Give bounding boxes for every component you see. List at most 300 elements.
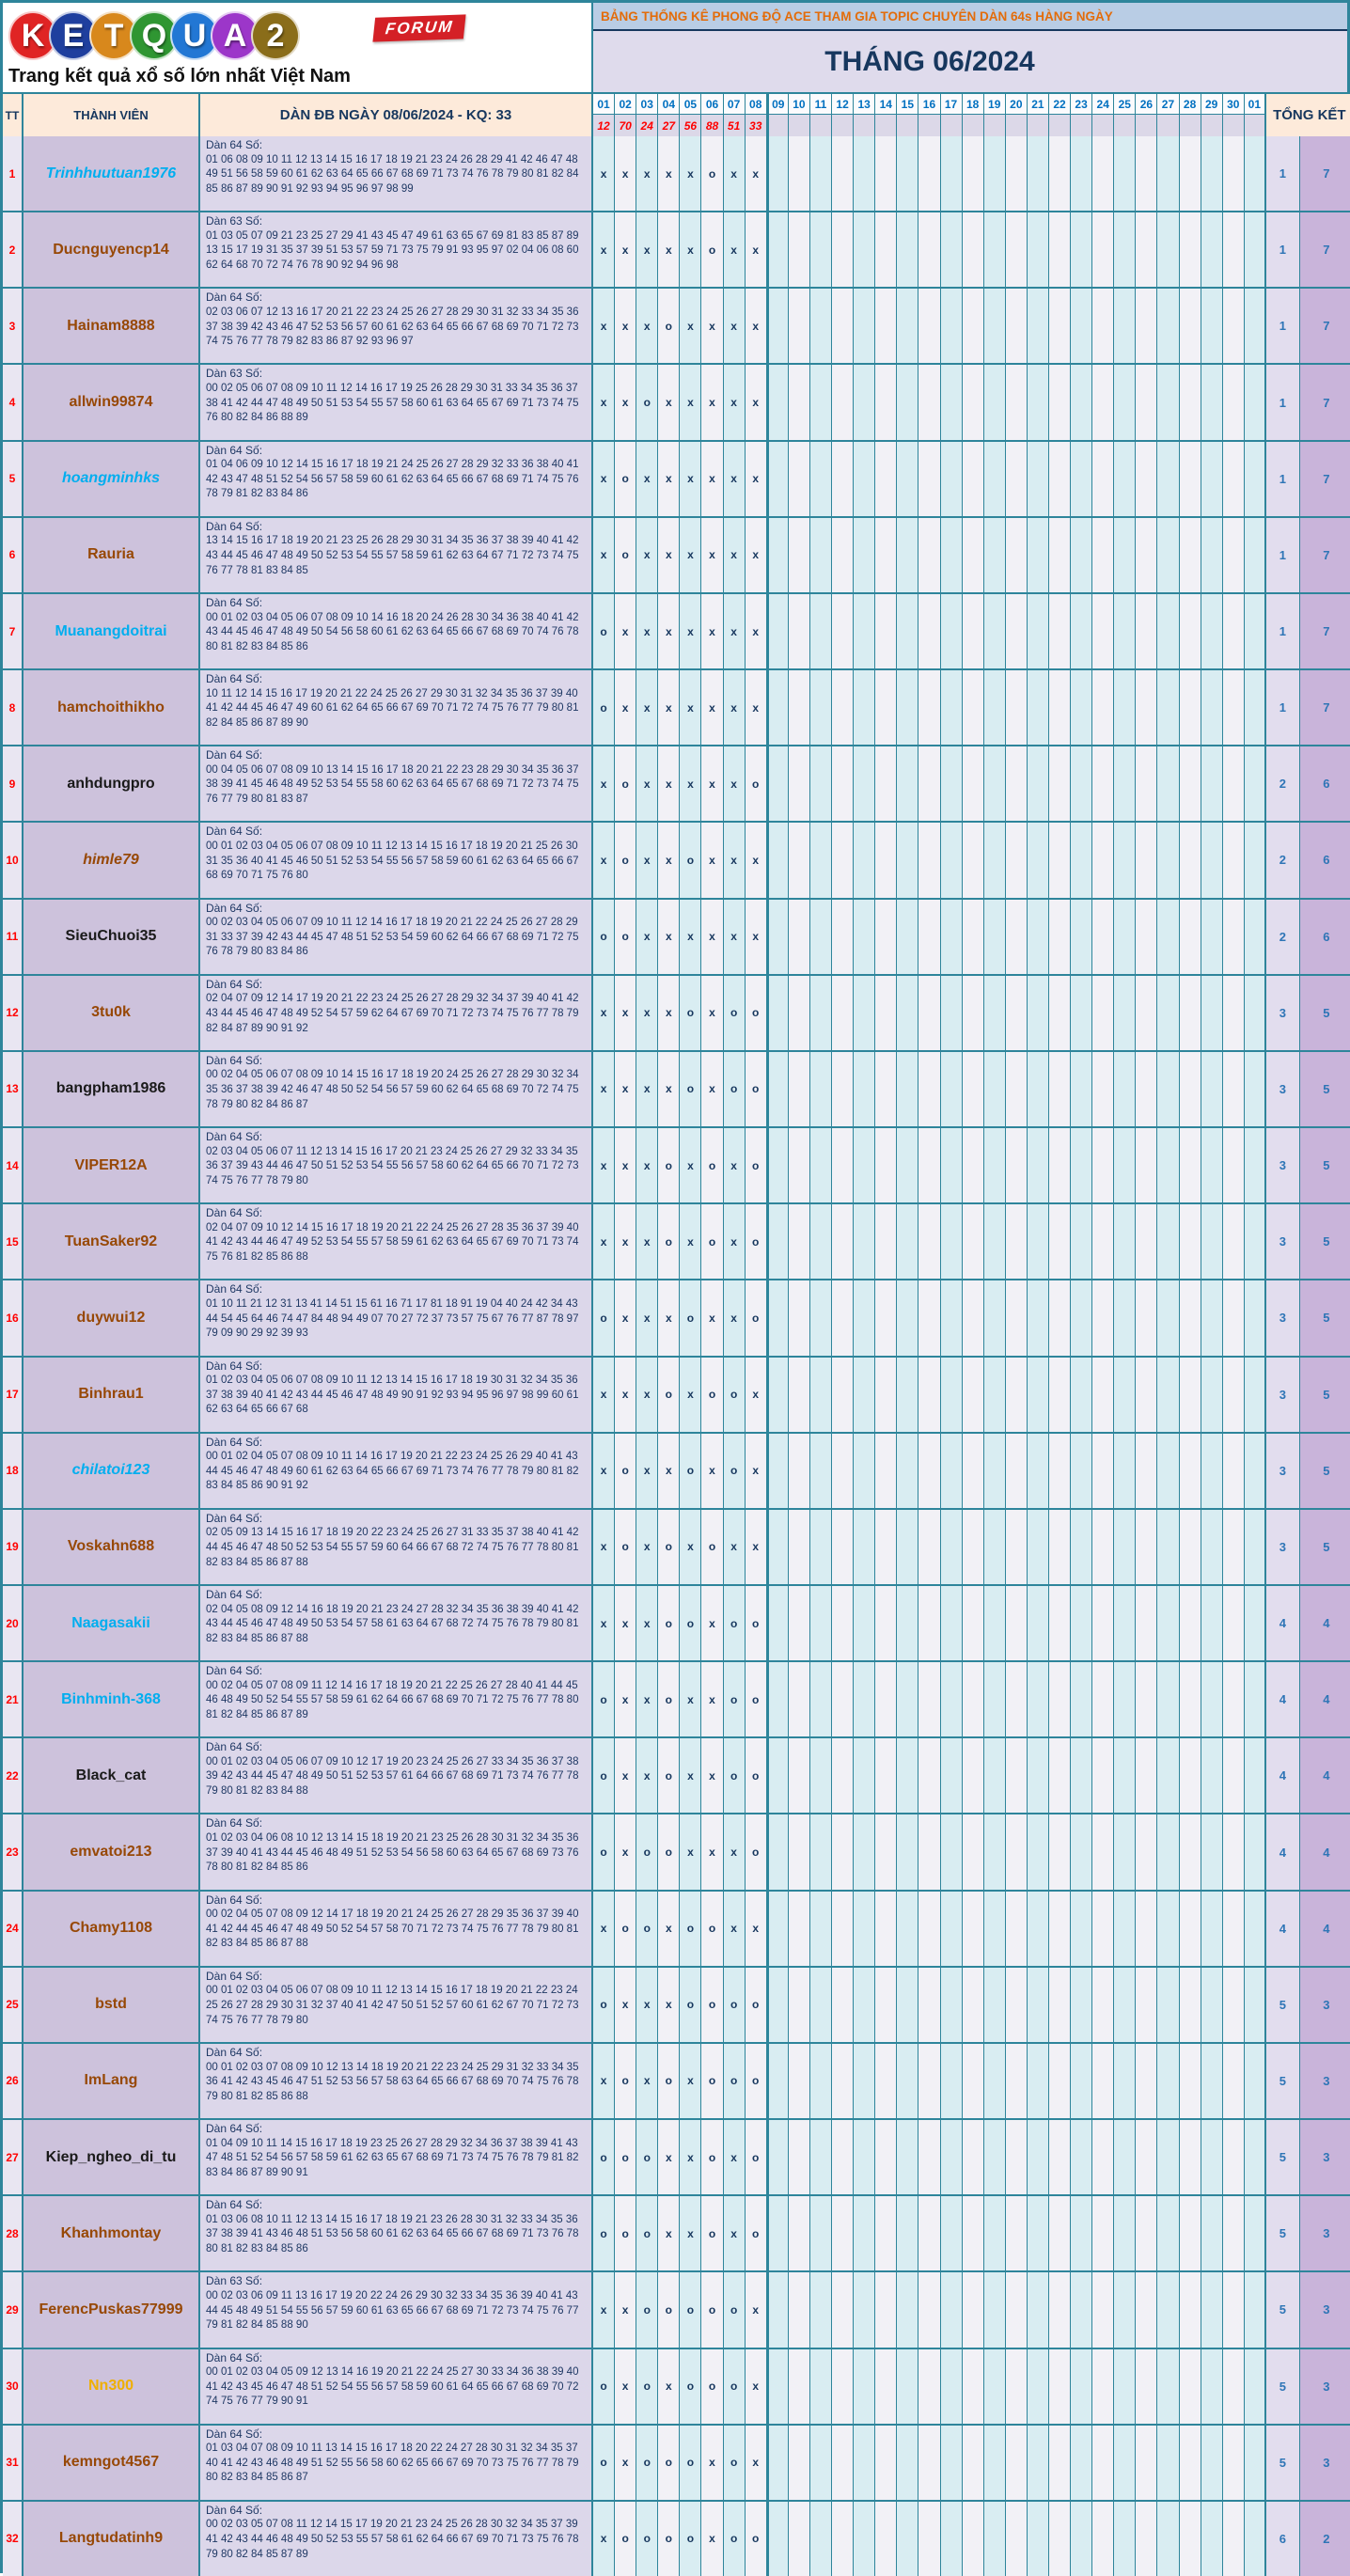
member-name[interactable]: allwin99874	[69, 394, 153, 411]
day-mark-cell	[1180, 2349, 1201, 2424]
day-header	[615, 94, 636, 136]
day-mark-cell	[789, 365, 810, 439]
dan-cell	[200, 900, 593, 974]
day-mark-cell	[918, 1052, 940, 1126]
member-name[interactable]: Ducnguyencp14	[53, 241, 169, 258]
day-mark-cell	[854, 976, 875, 1050]
member-cell	[24, 1968, 200, 2042]
day-mark-cell	[918, 518, 940, 592]
total-miss-cell: 5	[1266, 2349, 1300, 2424]
dan-numbers: 01 04 06 09 10 12 14 15 16 17 18 19 21 24 25 26 27 28 29 32 33 36 38 40 41 42 43 47 48 51 52 54 56 57 58 59 60 61 62 63 64 65 66 67 68 69 71 74 75 76 78 79 81 82 83 84 86	[206, 459, 579, 500]
day-mark-cell: x	[680, 670, 701, 745]
day-mark-cell	[1006, 1586, 1028, 1660]
day-mark-cell	[897, 1510, 918, 1584]
day-mark-cell	[1180, 823, 1201, 897]
total-hit-cell: 3	[1300, 1968, 1350, 2042]
day-mark-cell	[897, 1968, 918, 2042]
day-mark-cell	[875, 365, 897, 439]
day-mark-cell	[1006, 136, 1028, 211]
day-mark-cell: o	[746, 2196, 767, 2270]
dan-numbers: 00 02 04 05 07 08 09 12 14 17 18 19 20 21 24 25 26 27 28 29 35 36 37 39 40 41 42 44 45 46 47 48 49 50 52 54 57 58 70 71 72 73 74 75 76 77 78 79 80 81 82 83 84 85 86 87 88	[206, 1908, 579, 1950]
day-mark-cell	[789, 1662, 810, 1736]
day-mark-cell	[918, 1586, 940, 1660]
day-mark-cell: x	[615, 1358, 636, 1432]
member-row	[3, 2118, 1347, 2194]
day-mark-cell	[897, 365, 918, 439]
day-mark-cell	[1071, 670, 1092, 745]
day-mark-cell	[1049, 1892, 1071, 1966]
member-name[interactable]: Trinhhuutuan1976	[45, 165, 177, 181]
day-mark-cell: o	[658, 1204, 680, 1279]
dan-label: Dàn 64 Số:	[206, 1664, 263, 1678]
day-mark-cell	[832, 2349, 854, 2424]
day-mark-cell	[1136, 2120, 1157, 2194]
day-number: 28	[1180, 94, 1201, 115]
day-mark-cell	[1071, 2044, 1092, 2118]
row-index: 19	[3, 1510, 24, 1584]
day-mark-cell	[1049, 2044, 1071, 2118]
day-mark-cell	[854, 900, 875, 974]
member-name[interactable]: Rauria	[87, 546, 134, 563]
member-name[interactable]: bangpham1986	[55, 1080, 166, 1097]
day-mark-cell: o	[593, 1280, 615, 1355]
day-mark-cell	[1092, 518, 1114, 592]
ketqua2-logo[interactable]	[3, 3, 593, 92]
day-mark-cell	[1136, 1052, 1157, 1126]
day-mark-cell	[941, 976, 963, 1050]
member-name[interactable]: Langtudatinh9	[58, 2530, 164, 2547]
day-mark-cell	[789, 2120, 810, 2194]
day-mark-cell	[984, 2196, 1006, 2270]
day-mark-cell	[1201, 1968, 1223, 2042]
day-mark-cell: o	[593, 2120, 615, 2194]
day-mark-cell	[1180, 670, 1201, 745]
day-mark-cell	[918, 365, 940, 439]
member-cell	[24, 136, 200, 211]
day-mark-cell	[1201, 746, 1223, 821]
day-mark-cell	[789, 2272, 810, 2347]
day-mark-cell	[1180, 900, 1201, 974]
member-row	[3, 1050, 1347, 1126]
day-mark-cell	[897, 1662, 918, 1736]
member-name[interactable]: hoangminhks	[61, 470, 160, 487]
member-row	[3, 1508, 1347, 1584]
day-mark-cell: o	[701, 2196, 723, 2270]
member-name[interactable]: Naagasakii	[71, 1614, 150, 1631]
day-result	[1092, 115, 1113, 136]
day-mark-cell	[789, 2502, 810, 2576]
day-mark-cell	[1114, 1052, 1136, 1126]
day-mark-cell	[1180, 1662, 1201, 1736]
member-name[interactable]: Nn300	[87, 2378, 134, 2395]
day-mark-cell	[875, 1204, 897, 1279]
day-mark-cell	[941, 1434, 963, 1508]
day-mark-cell: x	[615, 2349, 636, 2424]
day-mark-cell: x	[658, 136, 680, 211]
day-mark-cell	[1049, 1586, 1071, 1660]
day-mark-cell	[1006, 670, 1028, 745]
day-mark-cell	[1114, 289, 1136, 363]
day-mark-cell: o	[701, 1204, 723, 1279]
day-mark-cell	[767, 2426, 789, 2500]
day-mark-cell: x	[658, 1280, 680, 1355]
dan-label: Dàn 64 Số:	[206, 519, 263, 533]
day-mark-cell	[875, 670, 897, 745]
day-mark-cell	[1114, 2349, 1136, 2424]
day-mark-cell	[875, 1510, 897, 1584]
member-name[interactable]: hamchoithikho	[57, 699, 165, 715]
day-mark-cell	[1049, 1052, 1071, 1126]
day-mark-cell: x	[658, 365, 680, 439]
total-miss-cell: 4	[1266, 1814, 1300, 1889]
day-mark-cell	[1245, 2502, 1266, 2576]
day-mark-cell	[963, 1128, 984, 1202]
day-number: 19	[984, 94, 1005, 115]
member-name[interactable]: Voskahn688	[67, 1538, 155, 1555]
day-mark-cell	[984, 212, 1006, 287]
total-hit-cell: 7	[1300, 518, 1350, 592]
day-mark-cell	[1201, 1586, 1223, 1660]
day-mark-cell	[941, 2044, 963, 2118]
day-mark-cell: x	[593, 518, 615, 592]
day-header	[875, 94, 897, 136]
day-mark-cell: x	[593, 212, 615, 287]
day-mark-cell	[810, 518, 832, 592]
total-hit-cell: 6	[1300, 823, 1350, 897]
day-mark-cell	[1223, 1434, 1245, 1508]
member-name[interactable]: TuanSaker92	[64, 1233, 158, 1249]
day-mark-cell: x	[701, 594, 723, 668]
day-mark-cell	[1049, 1662, 1071, 1736]
member-name[interactable]: Binhrau1	[78, 1386, 144, 1403]
day-mark-cell: x	[701, 1280, 723, 1355]
day-mark-cell	[1136, 2044, 1157, 2118]
member-row	[3, 974, 1347, 1050]
member-cell	[24, 365, 200, 439]
dan-numbers: 01 03 06 08 10 11 12 13 14 15 16 17 18 19 21 23 26 28 30 31 32 33 34 35 36 37 38 39 41 43 46 48 51 53 56 58 60 61 62 63 64 65 66 67 68 69 71 73 76 78 80 81 82 83 84 85 86	[206, 2213, 579, 2254]
total-miss-cell: 5	[1266, 2196, 1300, 2270]
day-mark-cell: x	[636, 823, 658, 897]
day-mark-cell: x	[615, 1968, 636, 2042]
member-name[interactable]: duywui12	[76, 1309, 146, 1326]
day-mark-cell	[1092, 1434, 1114, 1508]
day-mark-cell: x	[636, 1510, 658, 1584]
member-name[interactable]: anhdungpro	[67, 775, 155, 792]
day-mark-cell	[1006, 1814, 1028, 1889]
day-mark-cell	[963, 442, 984, 516]
day-mark-cell: x	[615, 1814, 636, 1889]
day-mark-cell: o	[615, 442, 636, 516]
day-mark-cell	[941, 1814, 963, 1889]
day-mark-cell: x	[680, 442, 701, 516]
dan-numbers: 01 02 03 04 05 06 07 08 09 10 11 12 13 14 15 16 17 18 19 30 31 32 34 35 36 37 38 39 40 41 42 43 44 45 46 47 48 49 90 91 92 93 94 95 96 97 98 99 60 61 62 63 64 65 66 67 68	[206, 1374, 579, 1416]
day-mark-cell	[1028, 518, 1049, 592]
day-mark-cell: o	[658, 1814, 680, 1889]
member-name[interactable]: bstd	[95, 1996, 127, 2013]
day-mark-cell	[984, 1204, 1006, 1279]
member-name[interactable]: 3tu0k	[91, 1004, 131, 1021]
day-mark-cell: x	[658, 670, 680, 745]
day-mark-cell: x	[701, 1434, 723, 1508]
day-mark-cell	[897, 1204, 918, 1279]
day-mark-cell: o	[701, 2349, 723, 2424]
day-result	[875, 115, 896, 136]
day-mark-cell: o	[615, 2044, 636, 2118]
day-mark-cell: x	[658, 442, 680, 516]
day-mark-cell	[984, 823, 1006, 897]
day-mark-cell	[1157, 670, 1179, 745]
member-name[interactable]: himle79	[83, 851, 139, 868]
day-mark-cell	[941, 365, 963, 439]
member-name[interactable]: FerencPuskas77999	[39, 2301, 183, 2317]
day-mark-cell: x	[680, 1510, 701, 1584]
day-mark-cell	[984, 976, 1006, 1050]
member-cell	[24, 2426, 200, 2500]
dan-cell	[200, 594, 593, 668]
row-index: 29	[3, 2272, 24, 2347]
member-row	[3, 592, 1347, 668]
member-cell	[24, 746, 200, 821]
day-mark-cell	[1180, 212, 1201, 287]
day-number: 07	[724, 94, 745, 115]
day-mark-cell	[918, 1128, 940, 1202]
day-mark-cell: o	[593, 2426, 615, 2500]
day-mark-cell: x	[636, 1968, 658, 2042]
day-mark-cell	[1136, 212, 1157, 287]
day-mark-cell	[767, 2272, 789, 2347]
member-row	[3, 1202, 1347, 1279]
day-mark-cell: o	[593, 900, 615, 974]
day-mark-cell	[1092, 2426, 1114, 2500]
total-miss-cell: 3	[1266, 1128, 1300, 1202]
total-miss-cell: 3	[1266, 1204, 1300, 1279]
day-mark-cell	[1006, 1280, 1028, 1355]
member-row	[3, 1660, 1347, 1736]
member-name[interactable]: Hainam8888	[67, 317, 155, 334]
member-cell	[24, 1280, 200, 1355]
day-mark-cell: o	[701, 1128, 723, 1202]
day-mark-cell: x	[636, 1052, 658, 1126]
day-mark-cell	[1245, 2120, 1266, 2194]
dan-cell	[200, 1968, 593, 2042]
day-mark-cell: x	[746, 2349, 767, 2424]
total-hit-cell: 5	[1300, 1128, 1350, 1202]
member-name[interactable]: chilatoi123	[71, 1462, 150, 1479]
member-name[interactable]: Chamy1108	[69, 1920, 153, 1937]
day-number: 24	[1092, 94, 1113, 115]
member-cell	[24, 900, 200, 974]
day-mark-cell	[918, 1434, 940, 1508]
day-mark-cell	[854, 2044, 875, 2118]
day-mark-cell	[1049, 594, 1071, 668]
day-mark-cell	[789, 1892, 810, 1966]
dan-label: Dàn 64 Số:	[206, 2045, 263, 2059]
member-cell	[24, 212, 200, 287]
day-header	[767, 94, 789, 136]
day-mark-cell	[1136, 670, 1157, 745]
day-mark-cell	[1136, 1280, 1157, 1355]
day-mark-cell	[767, 746, 789, 821]
day-mark-cell	[1006, 212, 1028, 287]
day-mark-cell: o	[724, 1358, 746, 1432]
member-name[interactable]: Binhminh-368	[61, 1690, 161, 1707]
day-mark-cell	[832, 823, 854, 897]
total-miss-cell: 1	[1266, 518, 1300, 592]
day-mark-cell	[984, 1892, 1006, 1966]
day-mark-cell	[875, 976, 897, 1050]
day-mark-cell	[1071, 1586, 1092, 1660]
dan-cell	[200, 136, 593, 211]
day-mark-cell	[1049, 365, 1071, 439]
day-mark-cell	[1071, 2196, 1092, 2270]
day-mark-cell	[1006, 2196, 1028, 2270]
day-mark-cell	[875, 1434, 897, 1508]
member-name[interactable]: emvatoi213	[70, 1844, 152, 1861]
day-header	[963, 94, 984, 136]
day-mark-cell	[767, 1968, 789, 2042]
day-mark-cell	[1223, 1738, 1245, 1813]
total-miss-cell: 5	[1266, 2426, 1300, 2500]
day-mark-cell	[1245, 2272, 1266, 2347]
member-name[interactable]: ImLang	[84, 2072, 138, 2089]
row-index: 24	[3, 1892, 24, 1966]
total-hit-cell: 7	[1300, 365, 1350, 439]
day-result	[1201, 115, 1222, 136]
member-name[interactable]: Khanhmontay	[60, 2224, 162, 2241]
member-cell	[24, 2349, 200, 2424]
day-mark-cell	[1201, 976, 1223, 1050]
day-mark-cell	[918, 1814, 940, 1889]
day-mark-cell	[1114, 1738, 1136, 1813]
day-mark-cell	[1114, 1586, 1136, 1660]
row-index: 15	[3, 1204, 24, 1279]
member-name[interactable]: VIPER12A	[74, 1156, 148, 1173]
day-mark-cell: x	[724, 670, 746, 745]
member-name[interactable]: Kiep_ngheo_di_tu	[45, 2148, 177, 2165]
member-name[interactable]: SieuChuoi35	[65, 928, 157, 945]
day-mark-cell: x	[746, 1434, 767, 1508]
day-mark-cell: x	[636, 670, 658, 745]
day-mark-cell: o	[701, 1968, 723, 2042]
day-mark-cell	[789, 2044, 810, 2118]
day-mark-cell	[941, 2426, 963, 2500]
day-mark-cell	[1071, 212, 1092, 287]
member-cell	[24, 1052, 200, 1126]
day-mark-cell	[1136, 746, 1157, 821]
day-mark-cell	[854, 2120, 875, 2194]
dan-numbers: 01 03 04 07 08 09 10 11 13 14 15 16 17 18 20 22 24 27 28 30 31 32 34 35 37 40 41 42 43 46 48 49 51 52 55 56 58 60 62 65 66 67 69 70 73 75 76 77 78 79 80 82 83 84 85 86 87	[206, 2442, 579, 2484]
day-mark-cell: o	[658, 1128, 680, 1202]
day-mark-cell: x	[701, 1814, 723, 1889]
member-name[interactable]: kemngot4567	[62, 2454, 160, 2471]
day-number: 11	[810, 94, 831, 115]
day-mark-cell	[767, 1128, 789, 1202]
day-mark-cell: x	[636, 1204, 658, 1279]
day-header	[658, 94, 680, 136]
dan-label: Dàn 64 Số:	[206, 1893, 263, 1907]
day-mark-cell: o	[746, 1738, 767, 1813]
member-row	[3, 2424, 1347, 2500]
day-mark-cell	[1201, 136, 1223, 211]
day-mark-cell: o	[680, 823, 701, 897]
day-number: 29	[1201, 94, 1222, 115]
dan-cell	[200, 2120, 593, 2194]
day-mark-cell	[789, 900, 810, 974]
day-mark-cell: x	[636, 1738, 658, 1813]
day-result	[1180, 115, 1201, 136]
member-cell	[24, 823, 200, 897]
member-cell	[24, 2044, 200, 2118]
row-index: 1	[3, 136, 24, 211]
day-mark-cell	[1028, 2426, 1049, 2500]
day-mark-cell	[1245, 1128, 1266, 1202]
day-mark-cell: o	[658, 1510, 680, 1584]
day-mark-cell	[1028, 442, 1049, 516]
day-mark-cell	[1049, 2120, 1071, 2194]
day-mark-cell	[1136, 1662, 1157, 1736]
day-mark-cell	[897, 2196, 918, 2270]
day-mark-cell: o	[615, 2120, 636, 2194]
logo-ball: E	[49, 11, 98, 60]
day-mark-cell: o	[593, 2196, 615, 2270]
member-cell	[24, 2196, 200, 2270]
day-mark-cell	[1157, 1052, 1179, 1126]
day-mark-cell	[810, 2120, 832, 2194]
day-mark-cell	[1223, 2426, 1245, 2500]
row-index: 8	[3, 670, 24, 745]
day-mark-cell	[1245, 1968, 1266, 2042]
member-name[interactable]: Muanangdoitrai	[55, 622, 167, 639]
day-mark-cell	[1157, 2044, 1179, 2118]
day-mark-cell	[1136, 2196, 1157, 2270]
day-mark-cell	[1201, 2044, 1223, 2118]
day-mark-cell	[1245, 1662, 1266, 1736]
day-mark-cell: x	[724, 1204, 746, 1279]
day-mark-cell	[789, 1738, 810, 1813]
day-mark-cell	[1223, 1510, 1245, 1584]
day-mark-cell: x	[746, 900, 767, 974]
day-mark-cell	[1157, 1738, 1179, 1813]
day-number: 09	[769, 94, 788, 115]
header-total: TỔNG KẾT	[1266, 94, 1350, 136]
member-cell	[24, 1892, 200, 1966]
day-mark-cell	[1201, 1052, 1223, 1126]
day-mark-cell	[1006, 746, 1028, 821]
day-mark-cell	[832, 289, 854, 363]
day-mark-cell: x	[701, 2426, 723, 2500]
day-mark-cell	[832, 1052, 854, 1126]
day-mark-cell	[1049, 1510, 1071, 1584]
day-mark-cell: x	[724, 136, 746, 211]
row-index: 32	[3, 2502, 24, 2576]
day-mark-cell: x	[746, 670, 767, 745]
day-mark-cell: o	[746, 1814, 767, 1889]
day-mark-cell	[1114, 1434, 1136, 1508]
day-mark-cell	[918, 2349, 940, 2424]
day-mark-cell	[1180, 136, 1201, 211]
day-mark-cell	[963, 594, 984, 668]
day-mark-cell	[1028, 136, 1049, 211]
day-mark-cell	[1092, 594, 1114, 668]
dan-label: Dàn 64 Số:	[206, 825, 263, 839]
day-mark-cell	[1201, 1280, 1223, 1355]
member-name[interactable]: Black_cat	[75, 1767, 147, 1783]
day-mark-cell	[1028, 1280, 1049, 1355]
member-row	[3, 211, 1347, 287]
day-mark-cell	[1223, 900, 1245, 974]
dan-label: Dàn 64 Số:	[206, 2350, 263, 2364]
row-index: 7	[3, 594, 24, 668]
